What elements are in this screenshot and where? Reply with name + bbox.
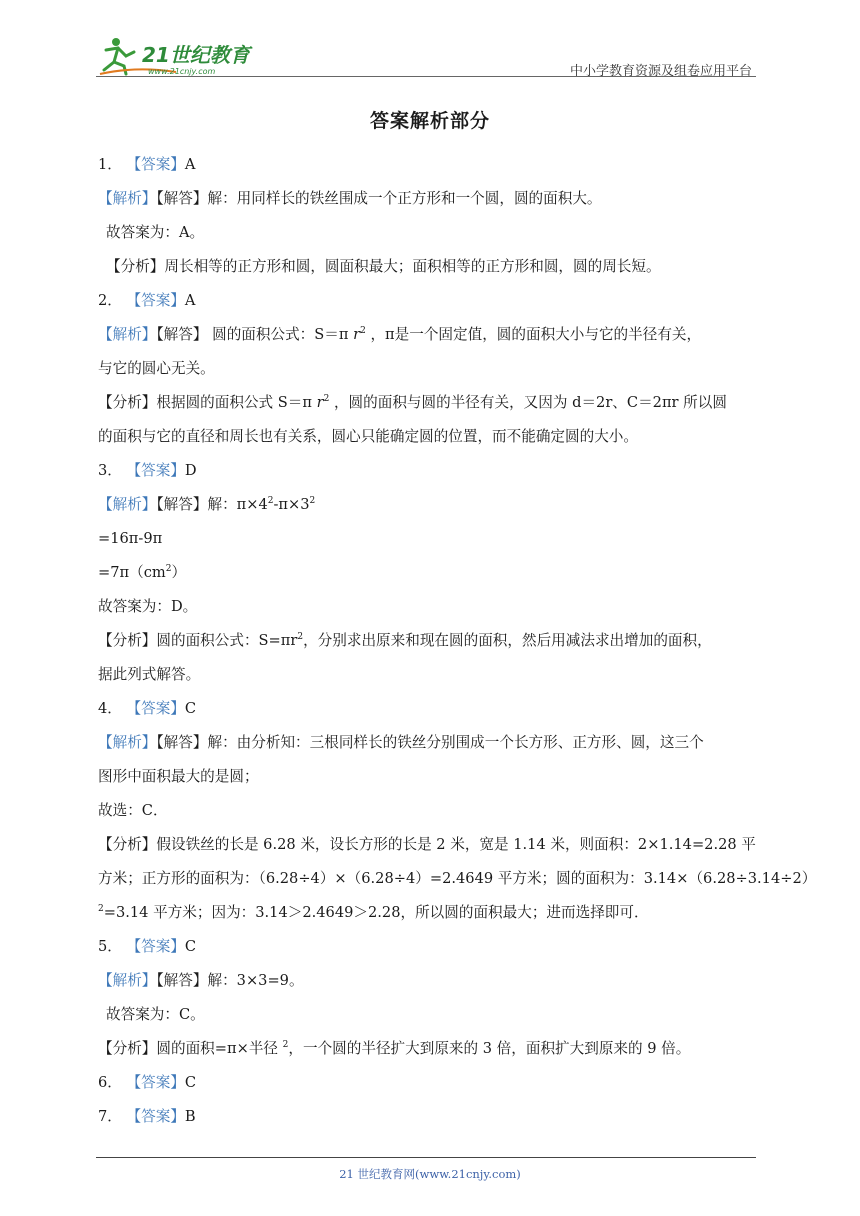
q1-fenxi-line: 【分析】周长相等的正方形和圆，圆面积最大；面积相等的正方形和圆，圆的周长短。 [106, 258, 661, 275]
q4-answer-line: 4． 【答案】C [98, 700, 197, 717]
analysis-tag: 【解析】 [98, 326, 157, 343]
q4-fenxi-line-2: 方米；正方形的面积为：（6.28÷4）×（6.28÷4）=2.4649 平方米；圆的面积为：3.14×（6.28÷3.14÷2） [98, 870, 817, 887]
q4-conclusion: 故选：C． [98, 802, 168, 819]
q3-solution-line: 【解析】【解答】解：$\pi\times 4^2-\pi\times 3^2$ [98, 496, 316, 513]
q5-answer-line: 5． 【答案】C [98, 938, 197, 955]
analysis-tag: 【解析】 [98, 734, 157, 751]
q1-conclusion: 故答案为：A。 [106, 224, 205, 241]
q1-answer-line: 1． 【答案】A [98, 156, 196, 173]
answer-tag: 【答案】 [126, 938, 185, 955]
logo-21cnjy [96, 36, 266, 78]
q5-conclusion: 故答案为：C。 [106, 1006, 205, 1023]
q2-answer-line: 2． 【答案】A [98, 292, 196, 309]
q4-fenxi-line: 【分析】假设铁丝的长是 6.28 米，设长方形的长是 2 米，宽是 1.14 米，则面积：2×1.14=2.28 平 [98, 836, 756, 853]
q2-fenxi-line-2: 的面积与它的直径和周长也有关系，圆心只能确定圆的位置，而不能确定圆的大小。 [98, 428, 638, 445]
q3-fenxi-line-2: 据此列式解答。 [98, 666, 201, 683]
answer-tag: 【答案】 [126, 1074, 185, 1091]
header-rule [96, 76, 756, 77]
svg-text:www.21cnjy.com: www.21cnjy.com [148, 67, 216, 76]
q7-answer-line: 7． 【答案】B [98, 1108, 196, 1125]
q1-solution-line: 【解析】【解答】解：用同样长的铁丝围成一个正方形和一个圆，圆的面积大。 [98, 190, 602, 207]
page-header [96, 36, 756, 80]
platform-name: 中小学教育资源及组卷应用平台 [569, 64, 752, 79]
svg-text:21世纪教育: 21世纪教育 [142, 43, 250, 67]
answer-content [98, 148, 817, 1134]
footer-rule [96, 1157, 756, 1158]
q5-solution-line: 【解析】【解答】解：3×3=9。 [98, 972, 304, 989]
page-title: 答案解析部分 [369, 110, 490, 132]
q2-fenxi-line: 【分析】根据圆的面积公式 S＝π $r^2$ ，圆的面积与圆的半径有关，又因为 d＝2r、C＝2πr 所以圆 [98, 394, 727, 411]
analysis-tag: 【解析】 [98, 496, 157, 513]
answer-tag: 【答案】 [126, 292, 185, 309]
q3-step-1: =16π-9π [98, 530, 163, 547]
page-footer: 21 世纪教育网(www.21cnjy.com) [339, 1167, 521, 1181]
q2-solution-line-2: 与它的圆心无关。 [98, 360, 215, 377]
answer-tag: 【答案】 [126, 700, 185, 717]
q3-conclusion: 故答案为：D。 [98, 598, 198, 615]
q3-fenxi-line: 【分析】圆的面积公式：$S=\pi r^2$，分别求出原来和现在圆的面积，然后用减法求出增加的面积， [98, 632, 712, 649]
answer-tag: 【答案】 [126, 462, 185, 479]
q3-answer-line: 3． 【答案】D [98, 462, 197, 479]
analysis-tag: 【解析】 [98, 190, 157, 207]
q4-solution-line: 【解析】【解答】解：由分析知：三根同样长的铁丝分别围成一个长方形、正方形、圆，这三个 [98, 734, 704, 751]
analysis-tag: 【解析】 [98, 972, 157, 989]
answer-tag: 【答案】 [126, 1108, 185, 1125]
q4-fenxi-line-3: $^2$=3.14 平方米；因为：3.14＞2.4649＞2.28，所以圆的面积最大；进而选择即可． [98, 904, 649, 921]
q2-solution-line: 【解析】【解答】 圆的面积公式：S＝π $r^2$ ，π是一个固定值，圆的面积大小与它的半径有关， [98, 326, 702, 343]
q6-answer-line: 6． 【答案】C [98, 1074, 197, 1091]
q3-step-2: $=7\pi(cm^2)$ [98, 564, 187, 581]
answer-tag: 【答案】 [126, 156, 185, 173]
q4-solution-line-2: 图形中面积最大的是圆； [98, 768, 259, 785]
q5-fenxi-line: 【分析】圆的面积=π×半径 $^2$，一个圆的半径扩大到原来的 3 倍，面积扩大到原来的 9 倍。 [98, 1040, 691, 1057]
